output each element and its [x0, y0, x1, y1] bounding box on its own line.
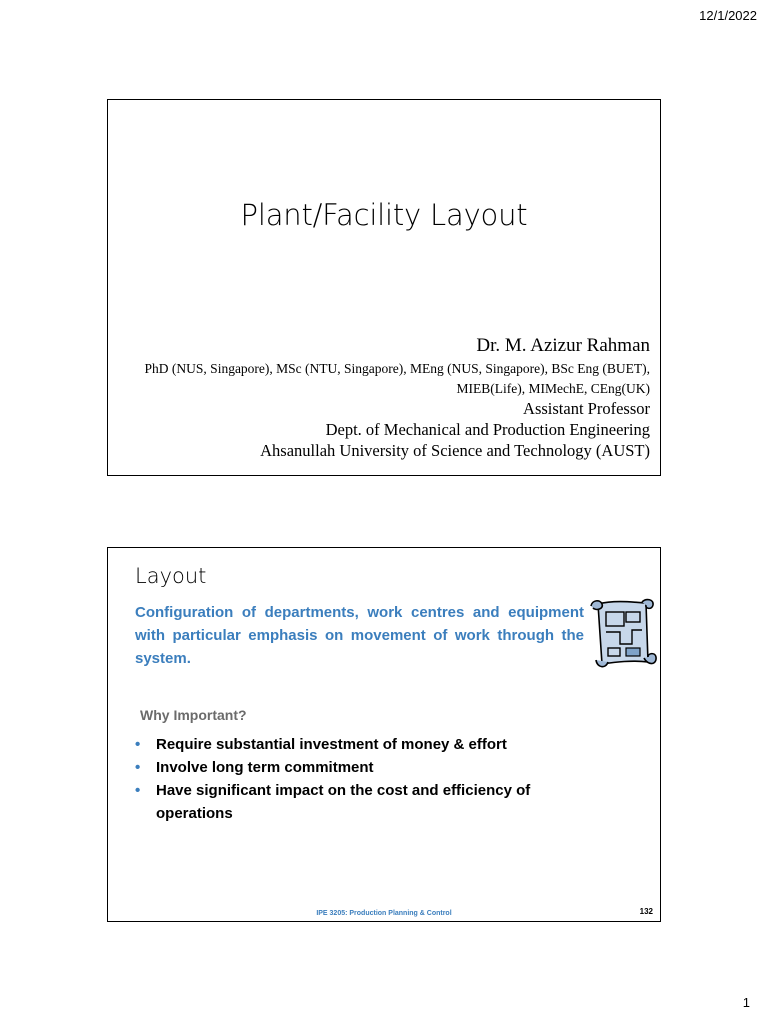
bullet-dot: •	[135, 782, 141, 799]
bullet-dot: •	[135, 736, 141, 753]
author-block	[145, 334, 650, 461]
importance-list	[133, 733, 573, 825]
list-item-text: Have significant impact on the cost and efficiency of operations	[156, 782, 531, 822]
list-item	[133, 756, 573, 779]
list-item-text: Involve long term commitment	[156, 759, 374, 776]
author-position: Assistant Professor	[523, 399, 650, 418]
author-university: Ahsanullah University of Science and Technology (AUST)	[260, 441, 650, 460]
layout-definition: Configuration of departments, work centres and equipment with particular emphasis on movement of work through the system.	[135, 604, 584, 667]
title-slide	[107, 99, 661, 476]
layout-slide	[107, 547, 661, 922]
print-date: 12/1/2022	[699, 8, 757, 23]
list-item-text: Require substantial investment of money & effort	[156, 736, 507, 753]
author-department: Dept. of Mechanical and Production Engineering	[325, 420, 650, 439]
blueprint-scroll-icon	[586, 596, 660, 672]
slide-title: Plant/Facility Layout	[240, 198, 528, 232]
why-important-heading: Why Important?	[140, 707, 247, 723]
slide-number: 132	[639, 907, 653, 916]
slide-heading: Layout	[135, 564, 207, 588]
course-footer: IPE 3205: Production Planning & Control	[316, 910, 452, 917]
author-qualifications-1: PhD (NUS, Singapore), MSc (NTU, Singapore), MEng (NUS, Singapore), BSc Eng (BUET),	[144, 361, 650, 376]
author-name: Dr. M. Azizur Rahman	[476, 335, 650, 356]
bullet-dot: •	[135, 759, 141, 776]
list-item	[133, 779, 573, 825]
list-item	[133, 733, 573, 756]
author-qualifications-2: MIEB(Life), MIMechE, CEng(UK)	[456, 381, 650, 396]
page-number: 1	[742, 995, 750, 1010]
